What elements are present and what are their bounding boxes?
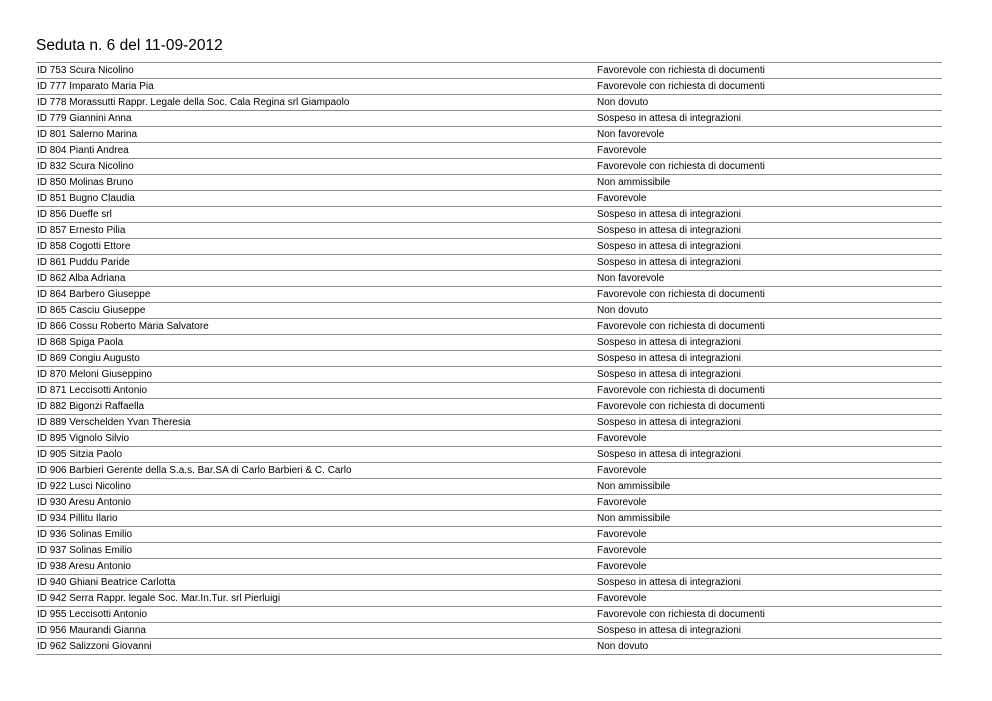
outcome-cell: Favorevole bbox=[596, 463, 942, 479]
table-row bbox=[36, 607, 942, 623]
outcome-cell: Sospeso in attesa di integrazioni bbox=[596, 367, 942, 383]
outcome-cell: Sospeso in attesa di integrazioni bbox=[596, 447, 942, 463]
table-row bbox=[36, 415, 942, 431]
outcome-cell: Sospeso in attesa di integrazioni bbox=[596, 255, 942, 271]
applicant-cell: ID 937 Solinas Emilio bbox=[36, 543, 596, 559]
applicant-cell: ID 962 Salizzoni Giovanni bbox=[36, 639, 596, 655]
applicant-cell: ID 882 Bigonzi Raffaella bbox=[36, 399, 596, 415]
applicant-cell: ID 832 Scura Nicolino bbox=[36, 159, 596, 175]
applicant-cell: ID 850 Molinas Bruno bbox=[36, 175, 596, 191]
applicant-cell: ID 938 Aresu Antonio bbox=[36, 559, 596, 575]
outcome-cell: Favorevole bbox=[596, 431, 942, 447]
outcome-cell: Non ammissibile bbox=[596, 175, 942, 191]
table-row bbox=[36, 495, 942, 511]
table-row bbox=[36, 463, 942, 479]
table-row bbox=[36, 447, 942, 463]
outcome-cell: Favorevole con richiesta di documenti bbox=[596, 287, 942, 303]
table-row bbox=[36, 383, 942, 399]
applicant-cell: ID 801 Salerno Marina bbox=[36, 127, 596, 143]
applicant-cell: ID 936 Solinas Emilio bbox=[36, 527, 596, 543]
applicant-cell: ID 864 Barbero Giuseppe bbox=[36, 287, 596, 303]
outcome-cell: Sospeso in attesa di integrazioni bbox=[596, 623, 942, 639]
table-row bbox=[36, 111, 942, 127]
outcome-cell: Sospeso in attesa di integrazioni bbox=[596, 415, 942, 431]
applicant-cell: ID 870 Meloni Giuseppino bbox=[36, 367, 596, 383]
applicant-cell: ID 930 Aresu Antonio bbox=[36, 495, 596, 511]
outcome-cell: Non dovuto bbox=[596, 303, 942, 319]
applicant-cell: ID 777 Imparato Maria Pia bbox=[36, 79, 596, 95]
outcome-cell: Favorevole con richiesta di documenti bbox=[596, 63, 942, 79]
outcome-cell: Sospeso in attesa di integrazioni bbox=[596, 239, 942, 255]
applicant-cell: ID 862 Alba Adriana bbox=[36, 271, 596, 287]
table-row bbox=[36, 143, 942, 159]
table-row bbox=[36, 431, 942, 447]
table-row bbox=[36, 479, 942, 495]
outcome-cell: Sospeso in attesa di integrazioni bbox=[596, 223, 942, 239]
table-row bbox=[36, 255, 942, 271]
applicant-cell: ID 868 Spiga Paola bbox=[36, 335, 596, 351]
outcome-cell: Sospeso in attesa di integrazioni bbox=[596, 335, 942, 351]
outcome-cell: Favorevole bbox=[596, 591, 942, 607]
outcome-cell: Favorevole con richiesta di documenti bbox=[596, 399, 942, 415]
outcome-cell: Favorevole con richiesta di documenti bbox=[596, 607, 942, 623]
applicant-cell: ID 905 Sitzia Paolo bbox=[36, 447, 596, 463]
outcome-cell: Sospeso in attesa di integrazioni bbox=[596, 207, 942, 223]
applicant-cell: ID 866 Cossu Roberto Maria Salvatore bbox=[36, 319, 596, 335]
applicant-cell: ID 753 Scura Nicolino bbox=[36, 63, 596, 79]
table-row bbox=[36, 575, 942, 591]
outcome-cell: Favorevole con richiesta di documenti bbox=[596, 383, 942, 399]
table-row bbox=[36, 623, 942, 639]
table-row bbox=[36, 191, 942, 207]
outcome-cell: Sospeso in attesa di integrazioni bbox=[596, 575, 942, 591]
table-row bbox=[36, 239, 942, 255]
outcome-cell: Favorevole bbox=[596, 495, 942, 511]
table-row bbox=[36, 79, 942, 95]
results-table-body bbox=[36, 63, 942, 655]
applicant-cell: ID 942 Serra Rappr. legale Soc. Mar.In.Tur. srl Pierluigi bbox=[36, 591, 596, 607]
applicant-cell: ID 861 Puddu Paride bbox=[36, 255, 596, 271]
applicant-cell: ID 922 Lusci Nicolino bbox=[36, 479, 596, 495]
applicant-cell: ID 858 Cogotti Ettore bbox=[36, 239, 596, 255]
outcome-cell: Sospeso in attesa di integrazioni bbox=[596, 351, 942, 367]
document-page bbox=[36, 36, 942, 655]
table-row bbox=[36, 527, 942, 543]
outcome-cell: Non favorevole bbox=[596, 127, 942, 143]
applicant-cell: ID 955 Leccisotti Antonio bbox=[36, 607, 596, 623]
applicant-cell: ID 778 Morassutti Rappr. Legale della Soc. Cala Regina srl Giampaolo bbox=[36, 95, 596, 111]
outcome-cell: Non dovuto bbox=[596, 639, 942, 655]
applicant-cell: ID 956 Maurandi Gianna bbox=[36, 623, 596, 639]
table-row bbox=[36, 271, 942, 287]
applicant-cell: ID 779 Giannini Anna bbox=[36, 111, 596, 127]
applicant-cell: ID 940 Ghiani Beatrice Carlotta bbox=[36, 575, 596, 591]
table-row bbox=[36, 559, 942, 575]
table-row bbox=[36, 303, 942, 319]
table-row bbox=[36, 95, 942, 111]
outcome-cell: Favorevole con richiesta di documenti bbox=[596, 319, 942, 335]
applicant-cell: ID 934 Pillitu Ilario bbox=[36, 511, 596, 527]
applicant-cell: ID 906 Barbieri Gerente della S.a.s. Bar.SA di Carlo Barbieri & C. Carlo bbox=[36, 463, 596, 479]
outcome-cell: Non dovuto bbox=[596, 95, 942, 111]
outcome-cell: Favorevole bbox=[596, 527, 942, 543]
table-row bbox=[36, 175, 942, 191]
outcome-cell: Favorevole con richiesta di documenti bbox=[596, 79, 942, 95]
outcome-cell: Non favorevole bbox=[596, 271, 942, 287]
outcome-cell: Non ammissibile bbox=[596, 511, 942, 527]
table-row bbox=[36, 319, 942, 335]
table-row bbox=[36, 223, 942, 239]
applicant-cell: ID 895 Vignolo Silvio bbox=[36, 431, 596, 447]
outcome-cell: Sospeso in attesa di integrazioni bbox=[596, 111, 942, 127]
outcome-cell: Favorevole bbox=[596, 191, 942, 207]
outcome-cell: Favorevole bbox=[596, 143, 942, 159]
table-row bbox=[36, 591, 942, 607]
results-table bbox=[36, 62, 942, 655]
table-row bbox=[36, 543, 942, 559]
outcome-cell: Favorevole bbox=[596, 559, 942, 575]
table-row bbox=[36, 159, 942, 175]
page-title: Seduta n. 6 del 11-09-2012 bbox=[36, 37, 223, 54]
table-row bbox=[36, 63, 942, 79]
table-row bbox=[36, 639, 942, 655]
table-row bbox=[36, 207, 942, 223]
outcome-cell: Favorevole bbox=[596, 543, 942, 559]
applicant-cell: ID 857 Ernesto Pilia bbox=[36, 223, 596, 239]
applicant-cell: ID 869 Congiu Augusto bbox=[36, 351, 596, 367]
table-row bbox=[36, 511, 942, 527]
table-row bbox=[36, 399, 942, 415]
applicant-cell: ID 889 Verschelden Yvan Theresia bbox=[36, 415, 596, 431]
applicant-cell: ID 871 Leccisotti Antonio bbox=[36, 383, 596, 399]
outcome-cell: Favorevole con richiesta di documenti bbox=[596, 159, 942, 175]
applicant-cell: ID 851 Bugno Claudia bbox=[36, 191, 596, 207]
table-row bbox=[36, 351, 942, 367]
applicant-cell: ID 856 Dueffe srl bbox=[36, 207, 596, 223]
table-row bbox=[36, 335, 942, 351]
applicant-cell: ID 804 Pianti Andrea bbox=[36, 143, 596, 159]
applicant-cell: ID 865 Casciu Giuseppe bbox=[36, 303, 596, 319]
table-row bbox=[36, 287, 942, 303]
outcome-cell: Non ammissibile bbox=[596, 479, 942, 495]
table-row bbox=[36, 367, 942, 383]
table-row bbox=[36, 127, 942, 143]
